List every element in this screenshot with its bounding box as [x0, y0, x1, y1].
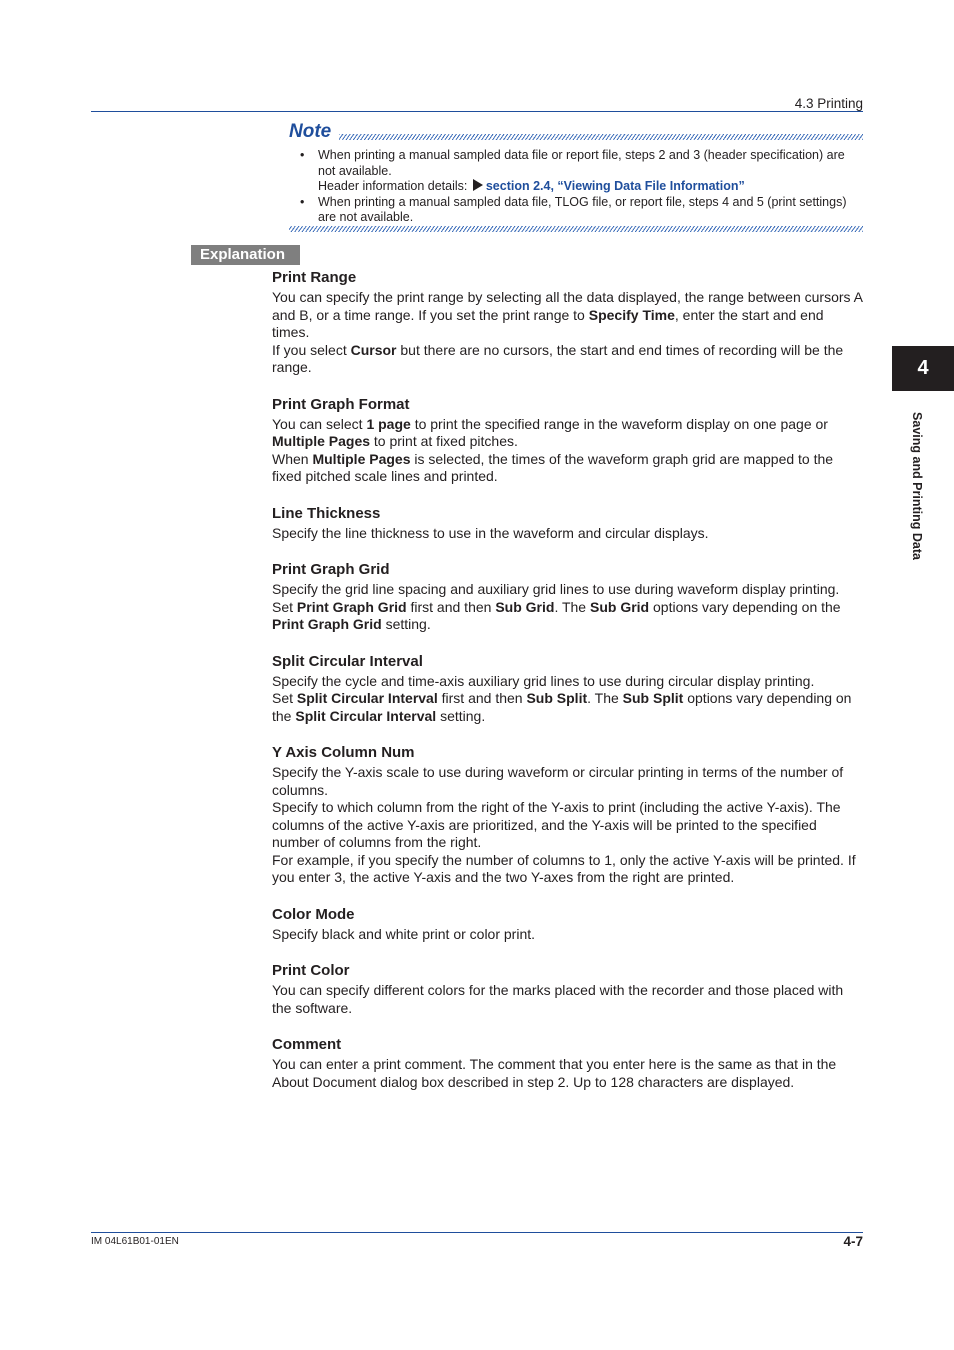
- section-paragraph: [272, 525, 864, 543]
- section-paragraph: [272, 799, 864, 852]
- section-paragraph: [272, 416, 864, 451]
- section-title: Print Graph Format: [272, 395, 410, 413]
- section-paragraph: [272, 926, 864, 944]
- section-comment: [272, 1035, 864, 1091]
- text-run: first and then: [437, 690, 527, 706]
- bold-term: Print Graph Grid: [296, 598, 407, 615]
- page-number: 4-7: [843, 1234, 863, 1249]
- bold-term: Cursor: [350, 341, 397, 358]
- chapter-tab: 4: [892, 346, 954, 391]
- bold-term: Split Circular Interval: [295, 707, 437, 724]
- note-item-text: When printing a manual sampled data file or report file, steps 2 and 3 (header specification) are not available.: [318, 148, 845, 178]
- text-run: , enter the start and end times.: [272, 306, 824, 340]
- text-run: . The: [554, 598, 590, 615]
- text-run: You can specify the print range by selecting all the data displayed, the range between cursors A and B, or a time range. If you set the print range to: [272, 289, 863, 323]
- section-print-graph-format: [272, 395, 864, 486]
- section-paragraph: [272, 451, 864, 486]
- document-id: IM 04L61B01-01EN: [91, 1236, 179, 1247]
- text-run: options vary depending on the: [649, 598, 841, 615]
- section-print-graph-grid: [272, 560, 864, 634]
- text-run: Set: [272, 690, 297, 706]
- section-title: Print Graph Grid: [272, 561, 390, 578]
- section-split-circular-interval: [272, 652, 864, 726]
- text-run: . The: [587, 690, 623, 706]
- section-paragraph: [272, 581, 864, 599]
- section-paragraph: [272, 852, 864, 887]
- text-run: Set: [272, 598, 297, 615]
- text-run: If you select: [272, 341, 351, 358]
- section-title: Y Axis Column Num: [272, 744, 415, 761]
- header-rule: [91, 111, 863, 112]
- text-run: to print at fixed pitches.: [370, 433, 518, 449]
- text-run: You can select: [272, 415, 367, 432]
- section-color-mode: [272, 905, 864, 944]
- text-run: Specify black and white print or color print.: [272, 925, 536, 942]
- text-run: options vary depending on the: [272, 690, 852, 724]
- section-title: Comment: [272, 1036, 342, 1053]
- bold-term: Specify Time: [588, 306, 675, 323]
- chapter-side-label: Saving and Printing Data: [910, 412, 924, 560]
- section-print-range: [272, 268, 864, 377]
- note-list: [300, 148, 863, 226]
- bold-term: Multiple Pages: [272, 433, 371, 449]
- bold-term: Split Circular Interval: [296, 690, 438, 706]
- text-run: is selected, the times of the waveform graph grid are mapped to the fixed pitched scale lines and printed.: [272, 450, 834, 484]
- section-title: Color Mode: [272, 905, 355, 923]
- text-run: Specify the Y-axis scale to use during waveform or circular printing in terms of the number of columns.: [272, 764, 844, 798]
- text-run: When: [272, 450, 313, 467]
- section-2-4-link[interactable]: section 2.4, “Viewing Data File Information”: [485, 179, 745, 193]
- note-item-2: [300, 195, 863, 226]
- text-run: Specify the grid line spacing and auxiliary grid lines to use during waveform display printing.: [272, 581, 840, 597]
- note-hatch-bottom: [289, 226, 863, 232]
- text-run: to print the specified range in the waveform display on one page or: [410, 415, 828, 432]
- note-xref-prefix: Header information details:: [318, 179, 471, 193]
- section-paragraph: [272, 982, 864, 1017]
- text-run: You can enter a print comment. The comment that you enter here is the same as that in the About Document dialog box described in step 2. Up to 128 characters are displayed.: [272, 1056, 837, 1090]
- section-title: Print Range: [272, 269, 357, 286]
- explanation-content: [272, 268, 864, 1109]
- section-paragraph: [272, 764, 864, 799]
- note-item-text: When printing a manual sampled data file, TLOG file, or report file, steps 4 and 5 (print settings) are not available.: [318, 194, 847, 224]
- section-title: Split Circular Interval: [272, 652, 423, 670]
- section-line-thickness: [272, 504, 864, 543]
- footer-rule: [91, 1232, 863, 1233]
- section-paragraph: [272, 673, 864, 691]
- section-print-color: [272, 961, 864, 1017]
- bold-term: Print Graph Grid: [272, 616, 382, 632]
- bold-term: Sub Split: [622, 690, 684, 706]
- note-item-1: [300, 148, 863, 195]
- text-run: setting.: [436, 707, 486, 724]
- text-run: Specify the line thickness to use in the waveform and circular displays.: [272, 524, 709, 541]
- bold-term: Sub Split: [526, 690, 588, 706]
- text-run: For example, if you specify the number of columns to 1, only the active Y-axis will be printed. If you enter 3, the active Y-axis and the two Y-axes from the right are printed.: [272, 851, 856, 885]
- section-paragraph: [272, 690, 864, 725]
- cross-reference-arrow-icon: [473, 179, 483, 191]
- note-title: Note: [289, 121, 332, 142]
- bold-term: Sub Grid: [495, 598, 555, 615]
- section-paragraph: [272, 599, 864, 634]
- section-paragraph: [272, 1056, 864, 1091]
- section-title: Line Thickness: [272, 504, 381, 522]
- section-y-axis-column-num: [272, 743, 864, 887]
- text-run: but there are no cursors, the start and end times of recording will be the range.: [272, 341, 844, 375]
- running-header: 4.3 Printing: [794, 96, 863, 111]
- text-run: setting.: [381, 616, 431, 632]
- bold-term: Multiple Pages: [312, 450, 411, 467]
- text-run: Specify to which column from the right of the Y-axis to print (including the active Y-axis). The columns of the active Y-axis are prioritized, and the Y-axis will be printed to the specified number of columns from the right.: [272, 799, 841, 850]
- text-run: first and then: [406, 598, 496, 615]
- bold-term: Sub Grid: [589, 598, 650, 615]
- section-title: Print Color: [272, 962, 350, 979]
- explanation-heading: Explanation: [191, 245, 300, 265]
- section-paragraph: [272, 342, 864, 377]
- text-run: You can specify different colors for the marks placed with the recorder and those placed with the software.: [272, 982, 844, 1016]
- note-hatch-top: [339, 134, 863, 140]
- note-header: [289, 121, 863, 143]
- section-paragraph: [272, 289, 864, 342]
- text-run: Specify the cycle and time-axis auxiliary grid lines to use during circular display printing.: [272, 672, 815, 689]
- bold-term: 1 page: [366, 415, 411, 432]
